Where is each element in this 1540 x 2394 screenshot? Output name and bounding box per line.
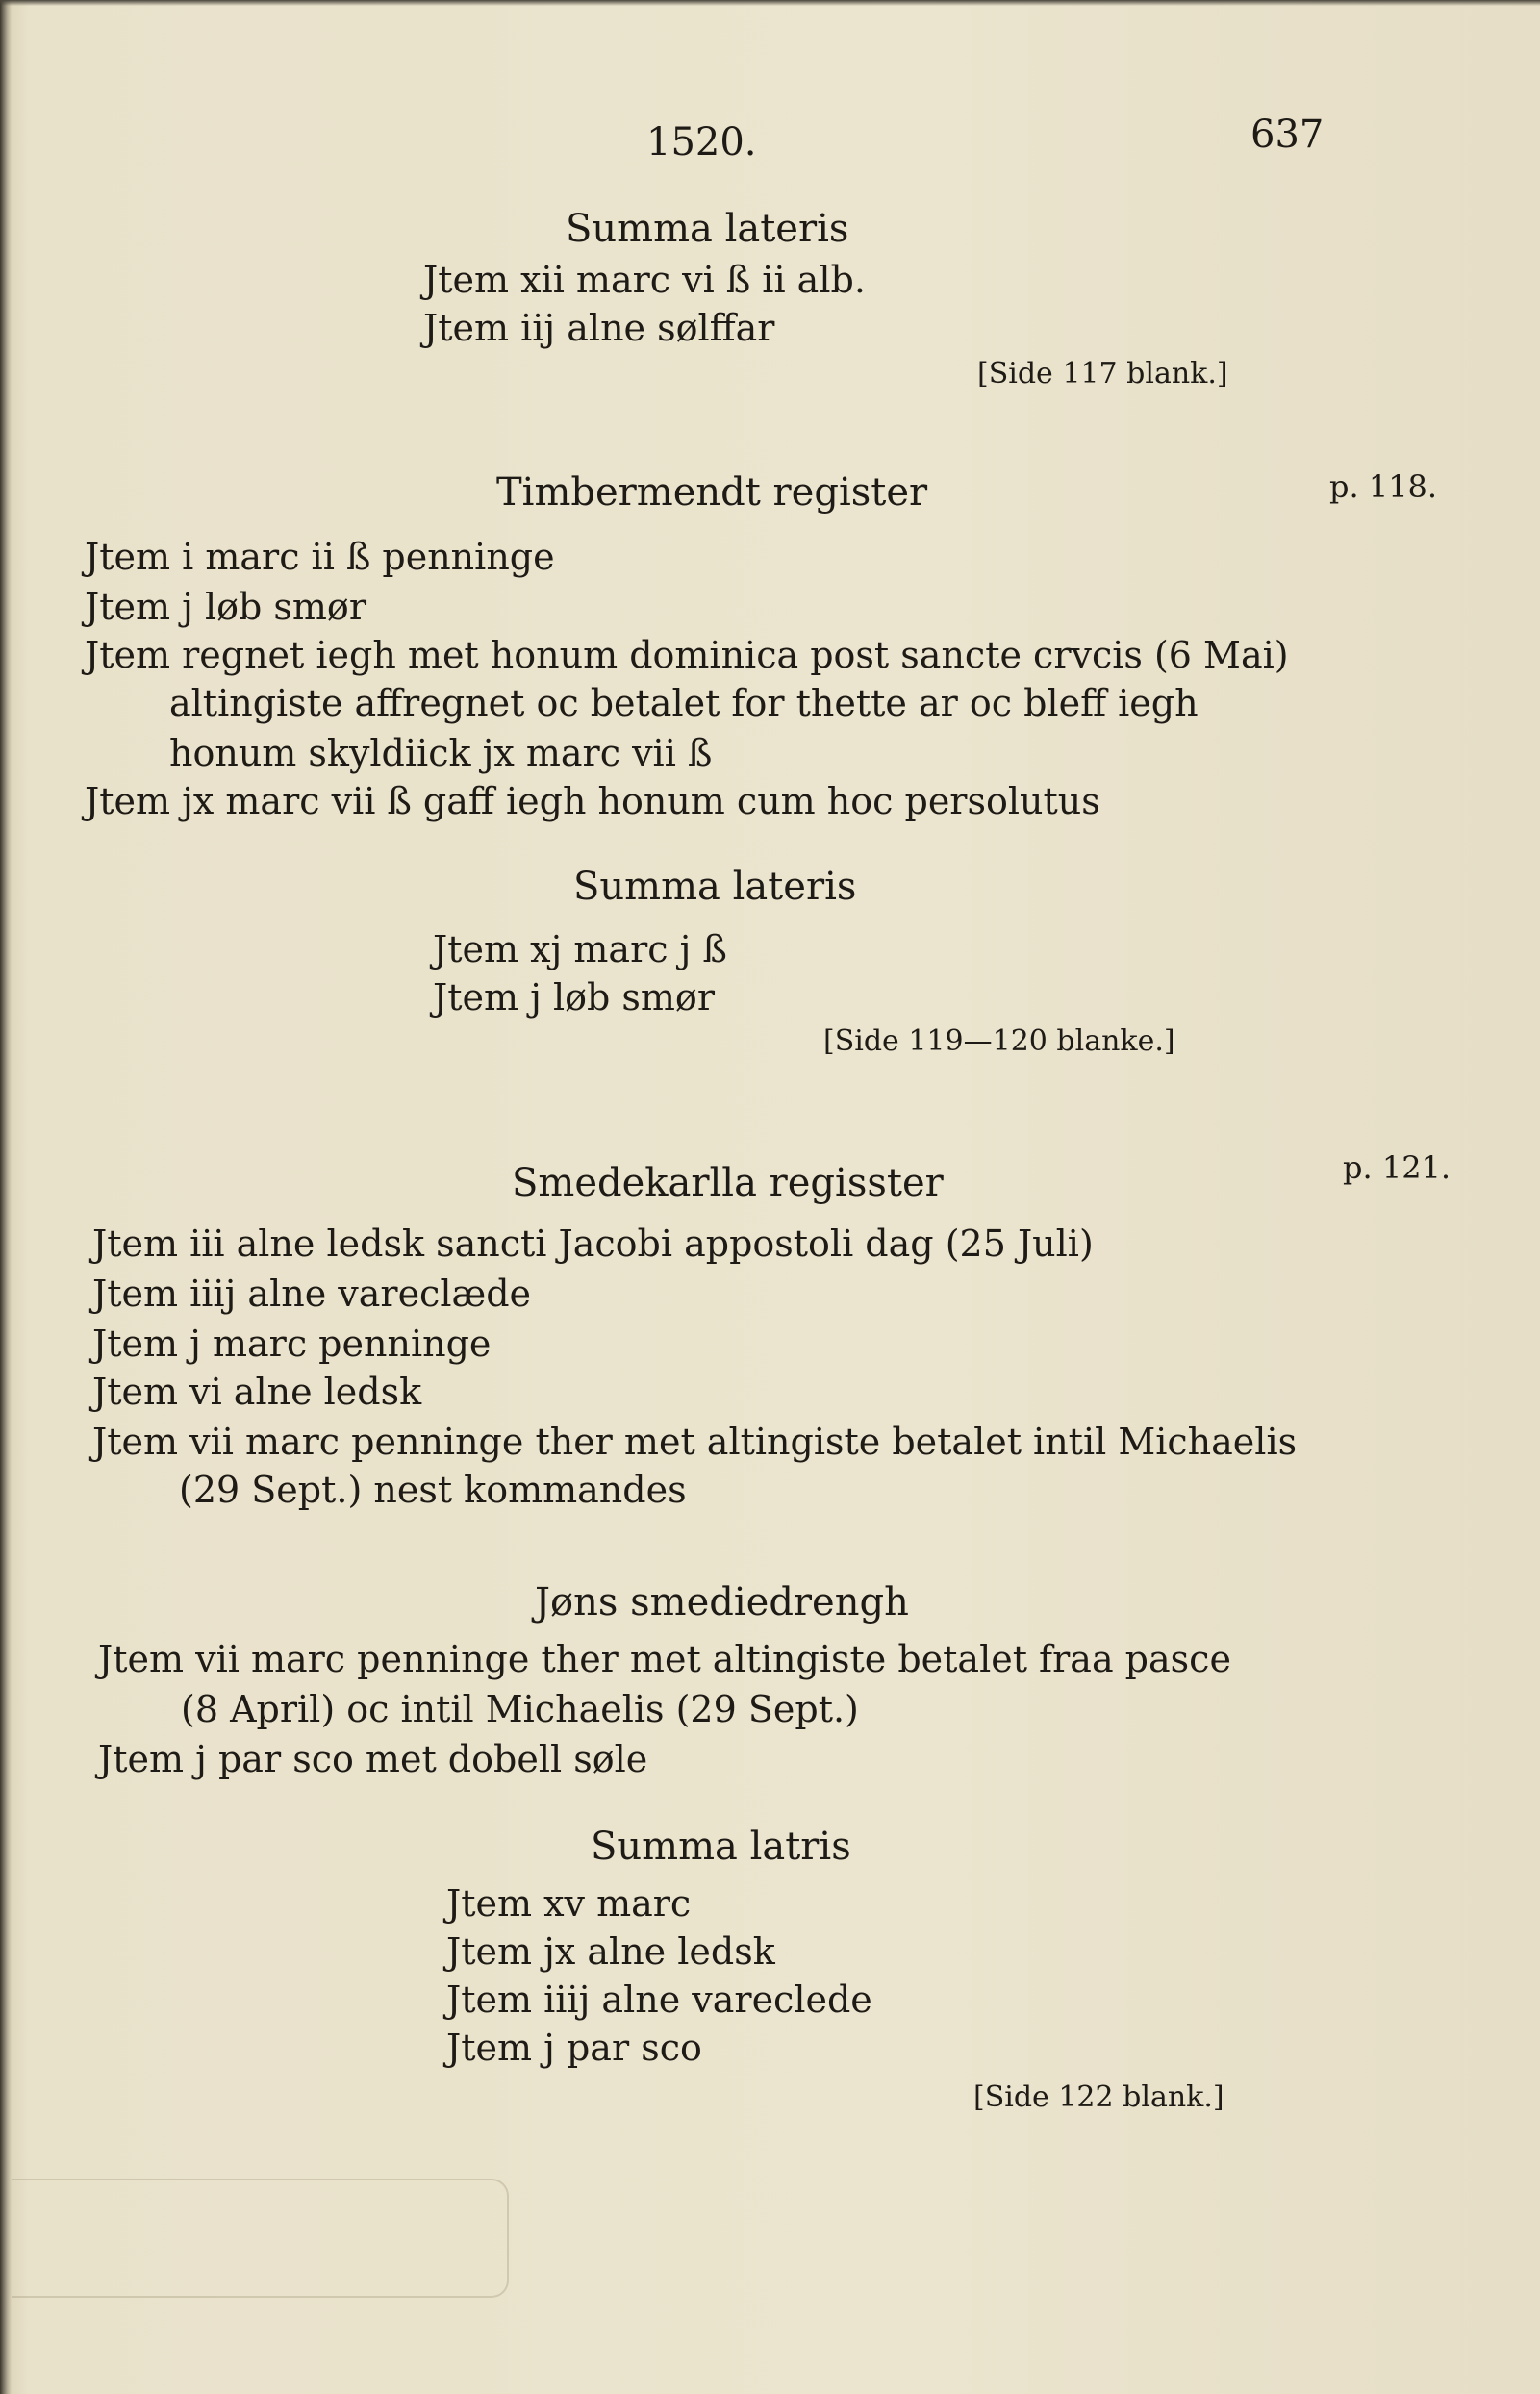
summa-line: Jtem xv marc (446, 1882, 692, 1925)
entry-line: Jtem iii alne ledsk sancti Jacobi appostoli dag (25 Juli) (92, 1222, 1094, 1265)
summa-line: Jtem iiij alne vareclede (446, 1978, 872, 2021)
entry-line: (29 Sept.) nest kommandes (179, 1469, 687, 1511)
register-heading: Jøns smediedrengh (535, 1580, 909, 1625)
summa-line: Jtem jx alne ledsk (446, 1930, 775, 1973)
page-binding-edge (0, 0, 12, 2394)
page-reference: p. 118. (1329, 468, 1438, 505)
entry-line: honum skyldiick jx marc vii ß (169, 732, 713, 774)
entry-line: Jtem j løb smør (85, 586, 366, 628)
entry-line: Jtem vi alne ledsk (92, 1371, 422, 1413)
entry-line: altingiste affregnet oc betalet for thette ar oc bleff iegh (169, 682, 1199, 724)
page-year: 1520. (646, 120, 757, 164)
page-reference: p. 121. (1343, 1149, 1452, 1186)
register-heading: Timbermendt register (496, 470, 928, 515)
entry-line: Jtem vii marc penninge ther met altingiste betalet fraa pasce (98, 1638, 1231, 1680)
page-top-edge (0, 0, 1540, 6)
register-heading: Smedekarlla regisster (512, 1161, 944, 1205)
entry-line: (8 April) oc intil Michaelis (29 Sept.) (181, 1688, 859, 1730)
summa-line: Jtem xj marc j ß (433, 928, 727, 970)
summa-heading: Summa lateris (566, 207, 849, 251)
entry-line: Jtem j marc penninge (92, 1323, 492, 1365)
entry-line: Jtem iiij alne vareclæde (92, 1273, 532, 1315)
paper-stain (12, 2179, 509, 2298)
summa-heading: Summa lateris (573, 865, 857, 909)
summa-line: Jtem iij alne sølffar (423, 307, 775, 349)
blank-page-note: [Side 122 blank.] (973, 2080, 1224, 2114)
summa-heading: Summa latris (591, 1825, 851, 1869)
page-number: 637 (1250, 113, 1325, 157)
entry-line: Jtem vii marc penninge ther met altingiste betalet intil Michaelis (92, 1421, 1298, 1463)
entry-line: Jtem regnet iegh met honum dominica post sancte crvcis (6 Mai) (85, 634, 1289, 676)
summa-line: Jtem j par sco (446, 2027, 702, 2069)
entry-line: Jtem j par sco met dobell søle (98, 1738, 648, 1780)
entry-line: Jtem i marc ii ß penninge (85, 536, 555, 578)
blank-page-note: [Side 117 blank.] (977, 357, 1228, 391)
entry-line: Jtem jx marc vii ß gaff iegh honum cum hoc persolutus (85, 780, 1100, 822)
blank-page-note: [Side 119—120 blanke.] (823, 1024, 1175, 1058)
summa-line: Jtem j løb smør (433, 976, 715, 1019)
summa-line: Jtem xii marc vi ß ii alb. (423, 259, 866, 301)
